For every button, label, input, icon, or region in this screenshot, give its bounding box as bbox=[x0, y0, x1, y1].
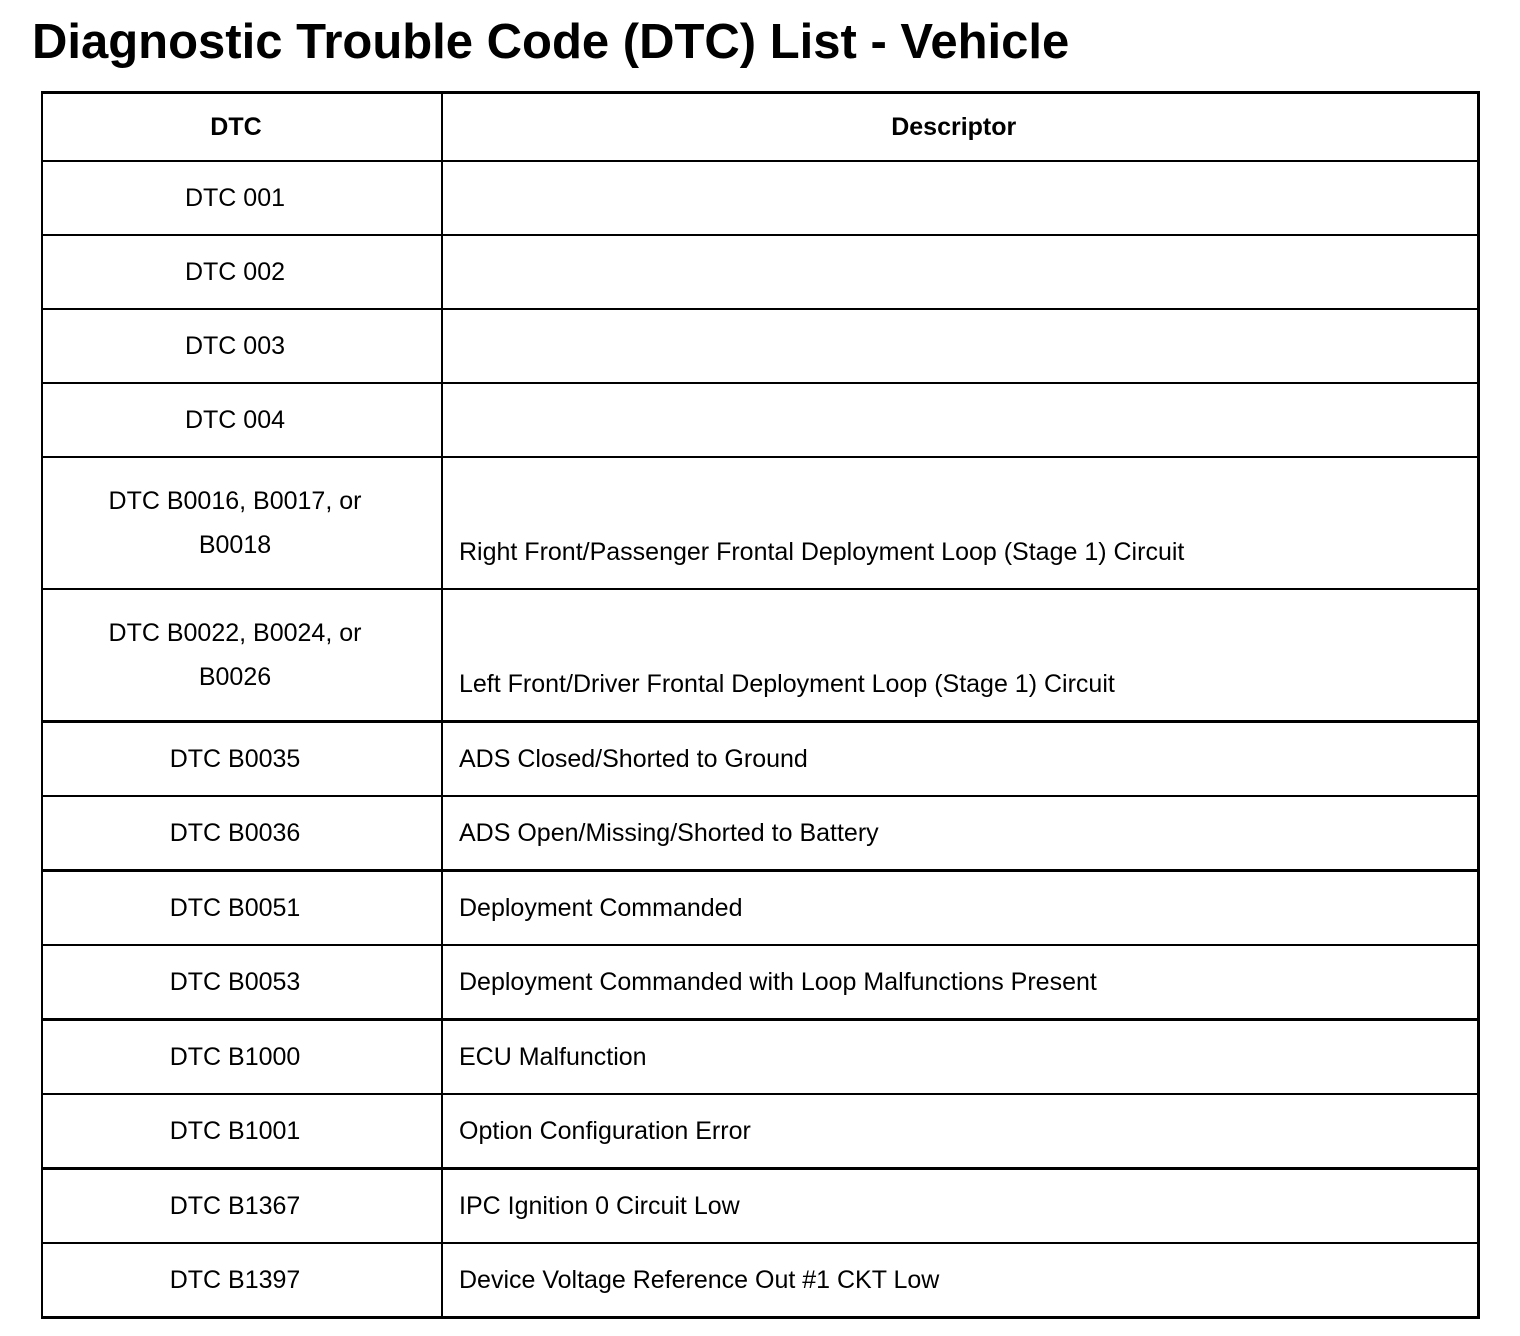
dtc-descriptor: IPC Ignition 0 Circuit Low bbox=[442, 1169, 1478, 1244]
dtc-descriptor bbox=[442, 235, 1478, 309]
dtc-descriptor bbox=[442, 383, 1478, 457]
dtc-descriptor: Deployment Commanded bbox=[442, 871, 1478, 946]
table-row bbox=[42, 235, 1478, 309]
dtc-code: DTC B0053 bbox=[42, 945, 442, 1020]
table-row bbox=[42, 383, 1478, 457]
table-row bbox=[42, 1094, 1478, 1169]
dtc-code: DTC B1367 bbox=[42, 1169, 442, 1244]
table-row bbox=[42, 1169, 1478, 1244]
header-descriptor: Descriptor bbox=[442, 93, 1478, 162]
dtc-code: DTC B0036 bbox=[42, 796, 442, 871]
dtc-code: DTC B0022, B0024, or B0026 bbox=[42, 589, 442, 722]
table-row bbox=[42, 1020, 1478, 1095]
dtc-descriptor bbox=[442, 161, 1478, 235]
dtc-code: DTC 004 bbox=[42, 383, 442, 457]
dtc-descriptor: ADS Closed/Shorted to Ground bbox=[442, 722, 1478, 797]
header-dtc: DTC bbox=[42, 93, 442, 162]
dtc-descriptor bbox=[442, 309, 1478, 383]
table-header-row bbox=[42, 93, 1478, 162]
dtc-descriptor: Left Front/Driver Frontal Deployment Loop (Stage 1) Circuit bbox=[442, 589, 1478, 722]
dtc-code: DTC 001 bbox=[42, 161, 442, 235]
dtc-descriptor: Device Voltage Reference Out #1 CKT Low bbox=[442, 1243, 1478, 1318]
dtc-table bbox=[41, 91, 1480, 1319]
dtc-descriptor: Deployment Commanded with Loop Malfunctions Present bbox=[442, 945, 1478, 1020]
dtc-code: DTC 002 bbox=[42, 235, 442, 309]
dtc-code: DTC B0016, B0017, or B0018 bbox=[42, 457, 442, 589]
table-row bbox=[42, 722, 1478, 797]
dtc-descriptor: ECU Malfunction bbox=[442, 1020, 1478, 1095]
dtc-descriptor: Right Front/Passenger Frontal Deployment Loop (Stage 1) Circuit bbox=[442, 457, 1478, 589]
table-row bbox=[42, 871, 1478, 946]
table-row bbox=[42, 589, 1478, 722]
dtc-code: DTC B1397 bbox=[42, 1243, 442, 1318]
dtc-descriptor: Option Configuration Error bbox=[442, 1094, 1478, 1169]
dtc-code: DTC B1001 bbox=[42, 1094, 442, 1169]
dtc-code: DTC B0035 bbox=[42, 722, 442, 797]
table-row bbox=[42, 161, 1478, 235]
table-row bbox=[42, 945, 1478, 1020]
page-title: Diagnostic Trouble Code (DTC) List - Vehicle bbox=[32, 15, 1070, 69]
table-row bbox=[42, 796, 1478, 871]
dtc-code: DTC 003 bbox=[42, 309, 442, 383]
table-row bbox=[42, 309, 1478, 383]
dtc-descriptor: ADS Open/Missing/Shorted to Battery bbox=[442, 796, 1478, 871]
table-row bbox=[42, 457, 1478, 589]
dtc-code: DTC B1000 bbox=[42, 1020, 442, 1095]
dtc-code: DTC B0051 bbox=[42, 871, 442, 946]
table-row bbox=[42, 1243, 1478, 1318]
